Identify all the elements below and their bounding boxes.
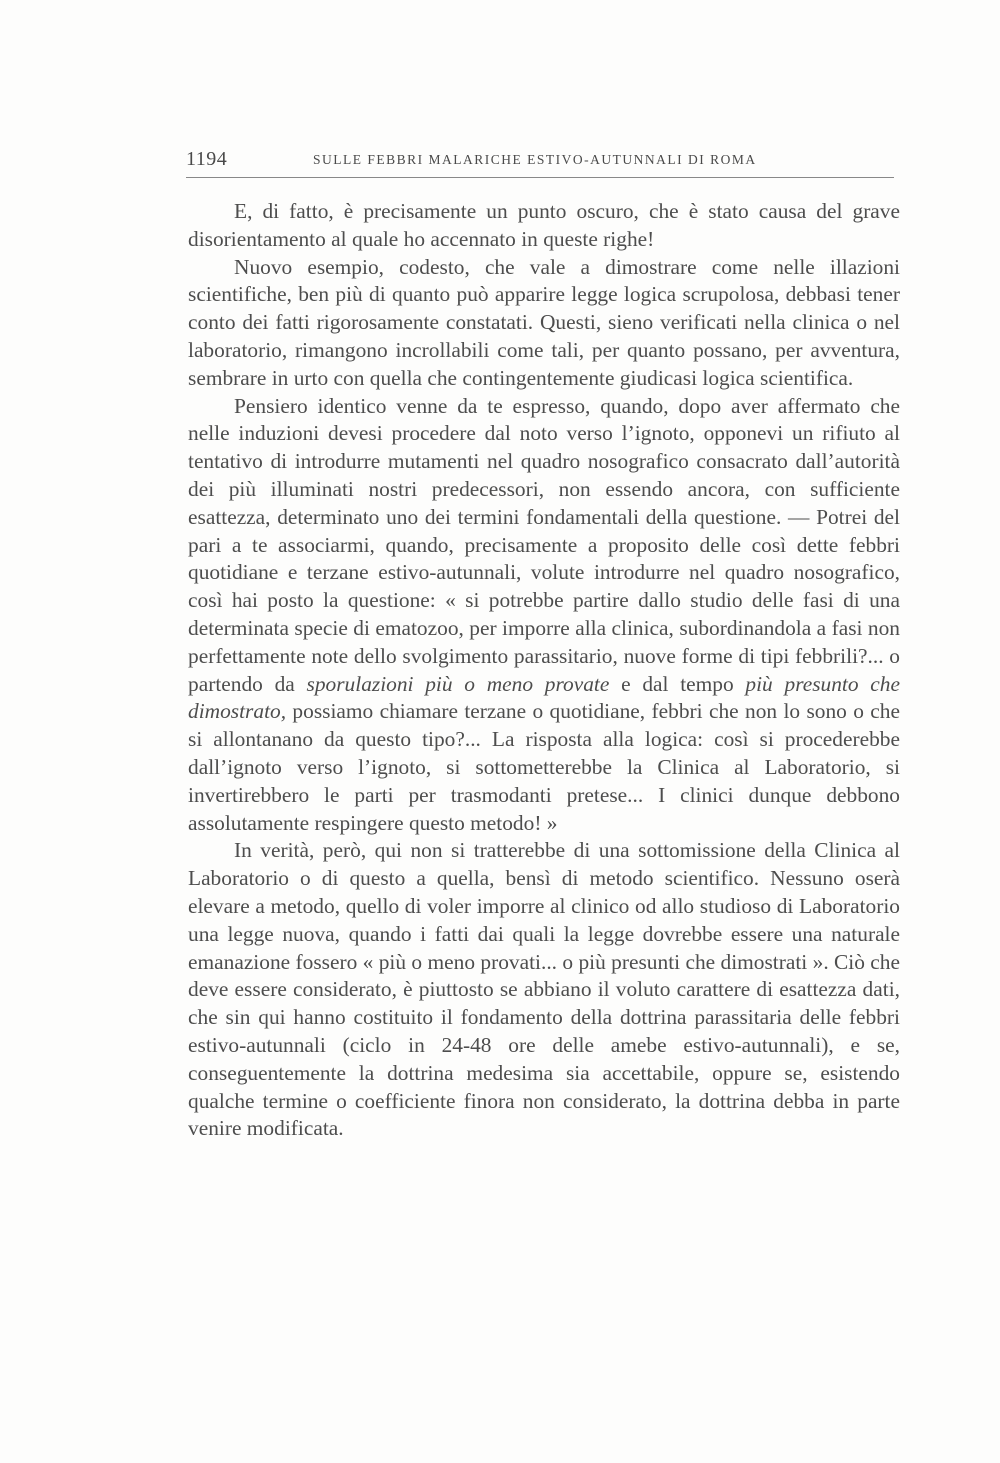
paragraph-1: E, di fatto, è precisamente un punto oscuro, che è stato causa del grave disorientamento al quale ho accennato in queste righe! — [188, 199, 900, 251]
paragraph-3-text-c: possiamo chiamare terzane o quotidiane, febbri che non lo sono o che si allontanano da questo tipo?... La risposta alla logica: così si procederebbe dall’ignoto verso l’ignoto, si sottometterebbe la Clinica al Laboratorio, si invertirebbero le parti per trasmodanti pretese... I clinici dunque debbono assolutamente respingere questo metodo! » — [188, 699, 900, 835]
paragraph-2: Nuovo esempio, codesto, che vale a dimostrare come nelle illazioni scientifiche, ben più di quanto può apparire legge logica scrupolosa, debbasi tener conto dei fatti rigorosamente constatati. Questi, sieno verificati nella clinica o nel laboratorio, rimangono incrollabili come tali, per quanto possano, per avventura, sembrare in urto con quella che contingentemente giudicasi logica scientifica. — [188, 254, 900, 390]
paragraph-3-text-a: Pensiero identico venne da te espresso, quando, dopo aver affermato che nelle induzioni devesi procedere dal noto verso l’ignoto, opponevi un rifiuto al tentativo di introdurre mutamenti nel quadro nosografico consacrato dall’autorità dei più illuminati nostri predecessori, non essendo ancora, con sufficiente esattezza, determinato uno dei termini fondamentali della questione. — Potrei del pari a te associarmi, quando, precisamente a proposito delle così dette febbri quotidiane e terzane estivo-autunnali, volute introdurre nel quadro nosografico, così hai posto la questione: « si potrebbe partire dallo studio delle fasi di una determinata specie di ematozoo, per imporre alla clinica, subordinandola a fasi non perfettamente note dello svolgimento parassitario, nuove forme di tipi febbrili?... o partendo da — [188, 393, 900, 696]
paragraph-3 — [188, 393, 900, 838]
body-text — [188, 198, 900, 1143]
paragraph-3-italic-1: sporulazioni più o meno provate — [306, 671, 610, 696]
paragraph-3-italic-2: più presunto che dimostrato, — [188, 671, 900, 724]
running-title: SULLE FEBBRI MALARICHE ESTIVO-AUTUNNALI DI ROMA — [313, 152, 757, 167]
running-head — [186, 148, 894, 176]
header-rule — [186, 177, 894, 178]
paragraph-3-text-b: e dal tempo — [609, 671, 746, 696]
paragraph-4: In verità, però, qui non si tratterebbe di una sottomissione della Clinica al Laboratorio o di questo a quella, bensì di metodo scientifico. Nessuno oserà elevare a metodo, quello di voler imporre al clinico od allo studioso di Laboratorio una legge nuova, quando i fatti dai quali la legge dovrebbe essere una naturale emanazione fossero « più o meno provati... o più presunti che dimostrati ». Ciò che deve essere considerato, è piuttosto se abbiano il voluto carattere di esattezza dati, che sin qui hanno costituito il fondamento della dottrina parassitaria delle febbri estivo-autunnali (ciclo in 24-48 ore delle amebe estivo-autunnali), e se, conseguentemente la dottrina medesima sia accettabile, oppure se, esistendo qualche termine o coefficiente finora non considerato, la dottrina debba in parte venire modificata. — [188, 838, 900, 1141]
page-number: 1194 — [186, 148, 228, 170]
